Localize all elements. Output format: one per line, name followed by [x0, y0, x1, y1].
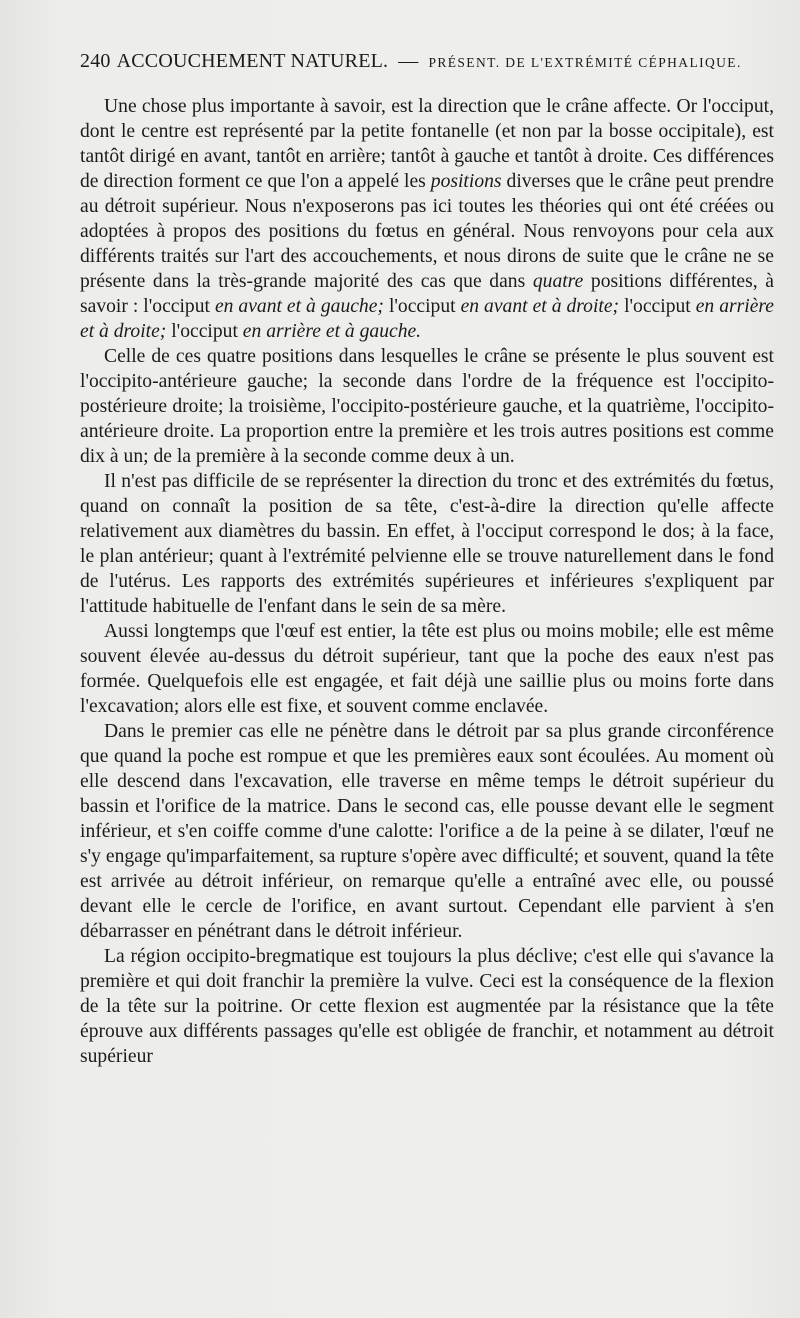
body-text [80, 94, 774, 1069]
text-run: Dans le premier cas elle ne pénètre dans le détroit par sa plus grande circonférence que quand la poche est rompue et que les premières eaux sont écoulées. Au moment où elle descend dans l'excavation, elle traverse en même temps le détroit supérieur du bassin et l'orifice de la matrice. Dans le second cas, elle pousse devant elle le segment inférieur, et s'en coiffe comme d'une calotte: l'orifice a de la peine à se dilater, l'œuf ne s'y engage qu'imparfaitement, sa rupture s'opère avec difficulté; et souvent, quand la tête est arrivée au détroit inférieur, on remarque qu'elle a entraîné avec elle, ou poussé devant elle le cercle de l'orifice, en avant surtout. Cependant elle parvient à s'en débarrasser en pénétrant dans le détroit inférieur. [80, 721, 774, 942]
text-run: positions différentes, à savoir : l'occiput [80, 271, 774, 317]
italic-run: en arrière et à droite; [80, 296, 774, 342]
italic-run: quatre [532, 271, 584, 292]
text-run: Aussi longtemps que l'œuf est entier, la tête est plus ou moins mobile; elle est même souvent élevée au-dessus du détroit supérieur, tant que la poche des eaux n'est pas formée. Quelquefois elle est engagée, et fait déjà une saillie plus ou moins forte dans l'excavation; alors elle est fixe, et souvent comme enclavée. [80, 621, 774, 717]
paragraph [80, 619, 774, 719]
text-run: Celle de ces quatre positions dans lesquelles le crâne se présente le plus souvent est l'occipito-antérieure gauche; la seconde dans l'ordre de la fréquence est l'occipito-postérieure droite; la troisième, l'occipito-postérieure gauche, et la quatrième, l'occipito-antérieure droite. La proportion entre la première et les trois autres positions est comme dix à un; de la première à la seconde comme deux à un. [80, 346, 774, 467]
text-run: l'occiput [383, 296, 461, 317]
paragraph [80, 469, 774, 619]
text-run: La région occipito-bregmatique est toujours la plus déclive; c'est elle qui s'avance la première et qui doit franchir la première la vulve. Ceci est la conséquence de la flexion de la tête sur la poitrine. Or cette flexion est augmentée par la résistance que la tête éprouve aux différents passages qu'elle est obligée de franchir, et notamment au détroit supérieur [80, 946, 774, 1067]
running-header [80, 50, 774, 80]
paragraph [80, 944, 774, 1069]
running-title: ACCOUCHEMENT NATUREL. [116, 50, 389, 72]
italic-run: en avant et à gauche; [214, 296, 384, 317]
paragraph [80, 94, 774, 344]
text-run: diverses que le crâne peut prendre au détroit supérieur. Nous n'exposerons pas ici toutes les théories qui ont été créées ou adoptées à propos des positions du fœtus en général. Nous renvoyons pour cela aux différents traités sur l'art des accouchements, et nous dirons de suite que le crâne ne se présente dans la très-grande majorité des cas que dans [80, 171, 774, 292]
italic-run: en avant et à droite; [460, 296, 620, 317]
running-subtitle: PRÉSENT. DE L'EXTRÉMITÉ CÉPHALIQUE. [428, 55, 742, 70]
italic-run: positions [430, 171, 502, 192]
header-separator: — [398, 50, 419, 72]
text-run: Une chose plus importante à savoir, est la direction que le crâne affecte. Or l'occiput, dont le centre est représenté par la petite fontanelle (et non par la bosse occipitale), est tantôt dirigé en avant, tantôt en arrière; tantôt à gauche et tantôt à droite. Ces différences de direction forment ce que l'on a appelé les [80, 96, 774, 192]
italic-run: en arrière et à gauche. [242, 321, 422, 342]
page-number: 240 [80, 50, 111, 72]
text-run: Il n'est pas difficile de se représenter la direction du tronc et des extrémités du fœtus, quand on connaît la position de sa tête, c'est-à-dire la direction qu'elle affecte relativement aux diamètres du bassin. En effet, à l'occiput correspond le dos; à la face, le plan antérieur; quant à l'extrémité pelvienne elle se trouve naturellement dans le fond de l'utérus. Les rapports des extrémités supérieures et inférieures s'expliquent par l'attitude habituelle de l'enfant dans le sein de sa mère. [80, 471, 774, 617]
text-run: l'occiput [619, 296, 696, 317]
paragraph [80, 719, 774, 944]
paragraph [80, 344, 774, 469]
text-run: l'occiput [166, 321, 243, 342]
